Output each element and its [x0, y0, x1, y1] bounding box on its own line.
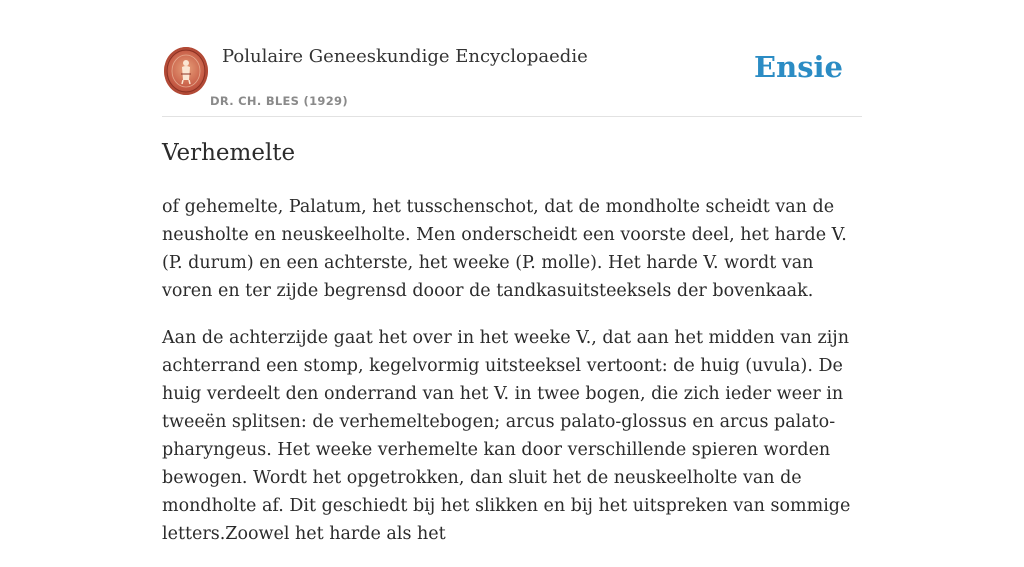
site-header — [162, 0, 862, 117]
brand-logo[interactable]: Ensie — [754, 50, 843, 84]
page-title: Verhemelte — [162, 140, 296, 166]
encyclopedia-title[interactable]: Polulaire Geneeskundige Encyclopaedie — [222, 46, 588, 67]
article-body — [162, 193, 862, 567]
article-paragraph: Aan de achterzijde gaat het over in het weeke V., dat aan het midden van zijn achterrand een stomp, kegelvormig uitsteeksel vertoont: de huig (uvula). De huig verdeelt den onderrand van het V. in twee bogen, die zich ieder weer in tweeën splitsen: de verhemeltebogen; arcus palato-glossus en arcus palato-pharyngeus. Het weeke verhemelte kan door verschillende spieren worden bewogen. Wordt het opgetrokken, dan sluit het de neuskeelholte van de mondholte af. Dit geschiedt bij het slikken en bij het uitspreken van sommige letters.Zoowel het harde als het — [162, 328, 851, 544]
page-container — [162, 0, 862, 544]
article-paragraph: of gehemelte, Palatum, het tusschenschot, dat de mondholte scheidt van de neusholte en neuskeelholte. Men onderscheidt een voorste deel, het harde V. (P. durum) en een achterste, het weeke (P. molle). Het harde V. wordt van voren en ter zijde begrensd dooor de tandkasuitsteeksels der bovenkaak. — [162, 197, 847, 301]
encyclopedia-author: DR. CH. BLES (1929) — [210, 94, 348, 108]
encyclopedia-seal-icon[interactable] — [164, 47, 208, 95]
